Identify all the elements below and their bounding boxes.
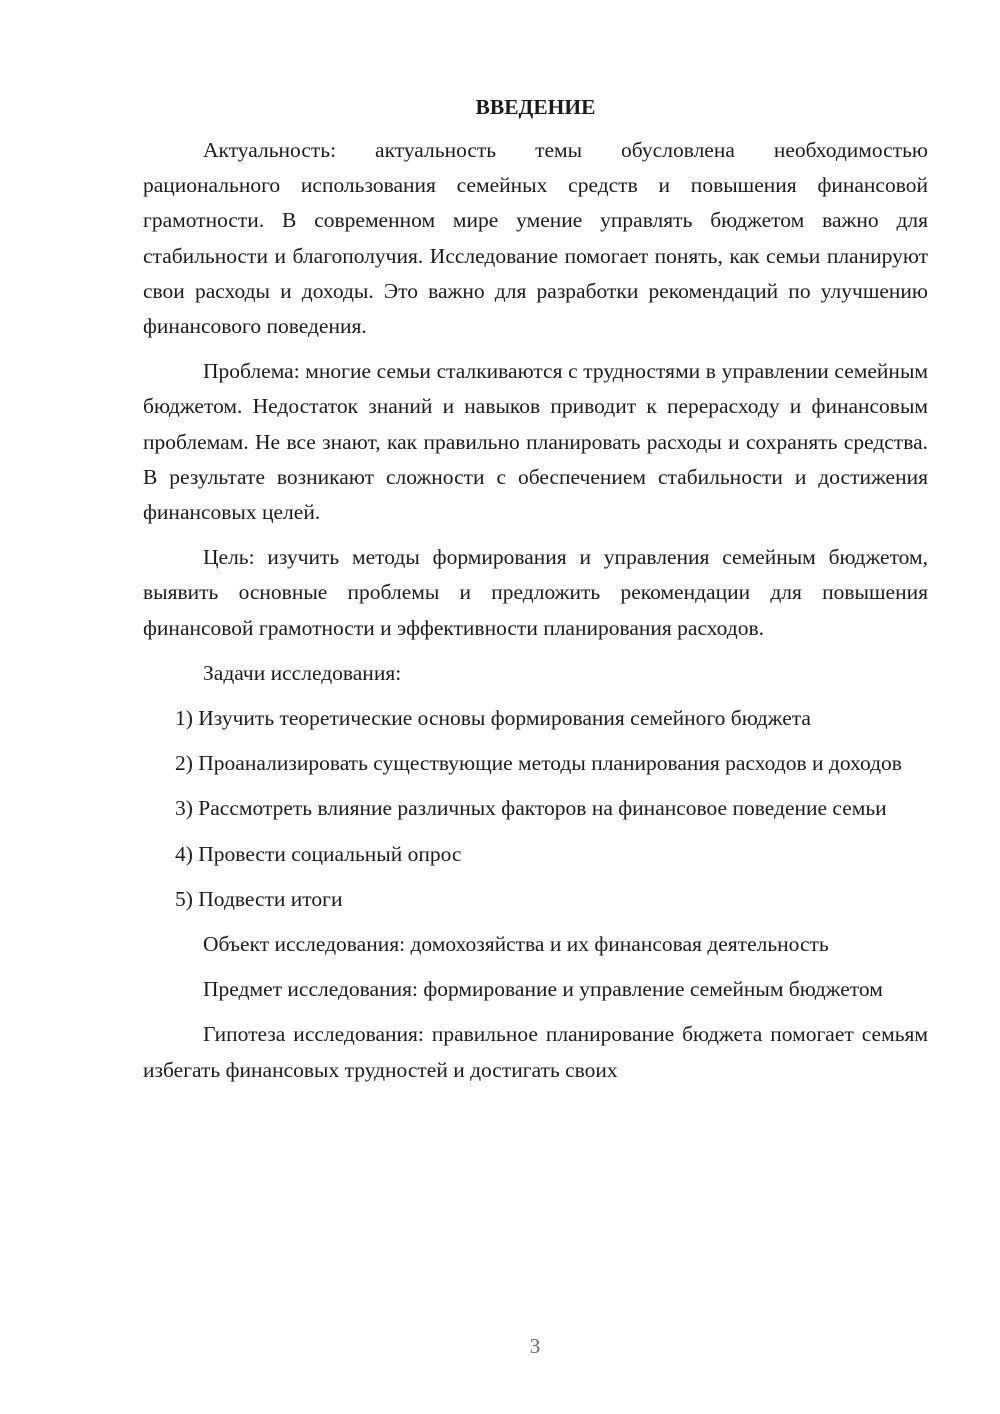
task-item-4: 4) Провести социальный опрос: [175, 841, 462, 866]
task-item-2: 2) Проанализировать существующие методы планирования расходов и доходов: [175, 751, 902, 776]
task-item-1: 1) Изучить теоретические основы формирования семейного бюджета: [175, 706, 811, 731]
paragraph-goal: Цель: изучить методы формирования и управления семейным бюджетом, выявить основные проблемы и предложить рекомендации для повышения финансовой грамотности и эффективности планирования расходов.: [143, 545, 928, 640]
paragraph-subject: Предмет исследования: формирование и управление семейным бюджетом: [203, 977, 883, 1002]
section-heading: ВВЕДЕНИЕ: [475, 95, 596, 119]
paragraph-problem: Проблема: многие семьи сталкиваются с трудностями в управлении семейным бюджетом. Недостаток знаний и навыков приводит к перерасходу и финансовым проблемам. Не все знают, как правильно планировать расходы и сохранять средства. В результате возникают сложности с обеспечением стабильности и достижения финансовых целей.: [143, 359, 928, 525]
task-item-3: 3) Рассмотреть влияние различных факторов на финансовое поведение семьи: [175, 796, 887, 821]
paragraph-tasks-title: Задачи исследования:: [203, 660, 402, 685]
task-item-5: 5) Подвести итоги: [175, 886, 343, 911]
page-number: 3: [529, 1334, 541, 1358]
document-page: [143, 90, 928, 1098]
paragraph-relevance: Актуальность: актуальность темы обусловлена необходимостью рационального использования семейных средств и повышения финансовой грамотности. В современном мире умение управлять бюджетом важно для стабильности и благополучия. Исследование помогает понять, как семьи планируют свои расходы и доходы. Это важно для разработки рекомендаций по улучшению финансового поведения.: [143, 138, 928, 339]
paragraph-object: Объект исследования: домохозяйства и их финансовая деятельность: [203, 932, 829, 957]
paragraph-hypothesis: Гипотеза исследования: правильное планирование бюджета помогает семьям избегать финансовых трудностей и достигать своих: [143, 1022, 928, 1082]
